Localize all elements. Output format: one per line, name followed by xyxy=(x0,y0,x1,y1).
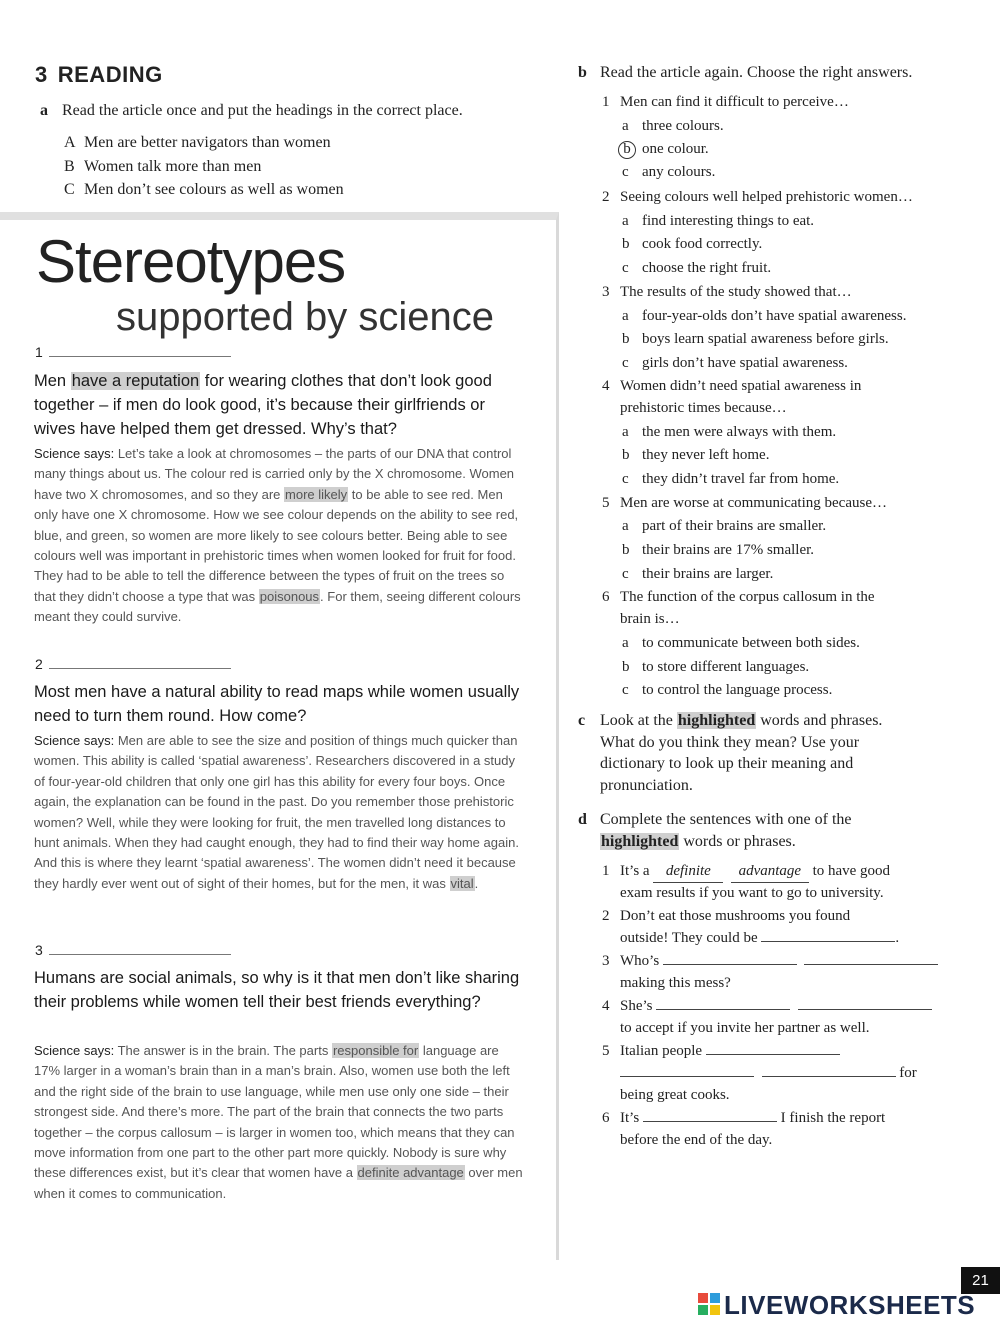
highlight-phrase: definite advantage xyxy=(357,1165,464,1181)
q4-option-b[interactable]: b they never left home. xyxy=(622,447,770,463)
q3-option-a[interactable]: a four-year-olds don’t have spatial awareness. xyxy=(622,308,907,324)
heading-blank-1[interactable]: 1 xyxy=(35,344,231,360)
article-question-1: Men have a reputation for wearing clothes that don’t look good together – if men do look good, it’s because their girlfriends or wives have helped them get dressed. Why’s that? xyxy=(34,372,492,438)
q5-option-c[interactable]: c their brains are larger. xyxy=(622,566,774,582)
answer-blank[interactable] xyxy=(663,950,797,965)
task-d-instruction: d Complete the sentences with one of the highlighted words or phrases. xyxy=(578,811,852,850)
blank-line[interactable] xyxy=(49,656,231,669)
article-answer-1: Science says: Let’s take a look at chromosomes – the parts of our DNA that control many things about us. The colour red is carried only by the X chromosome. Women have two X chromosomes, and so they are more likely to be able to see red. Men only have one X chromosome. How we see colour depends on the ability to see red, blue, and green, so women are more likely to see colours better. Being able to see colours well was important in prehistoric times when women looked for fruit for food. They had to be able to tell the difference between the types of fruit on the trees so that they didn’t choose a type that was poisonous. For them, seeing different colours meant they could survive. xyxy=(34,446,521,625)
q1-option-a[interactable]: a three colours. xyxy=(622,118,724,134)
highlight-phrase: have a reputation xyxy=(71,372,200,390)
sentence-5-continued: for xyxy=(620,1062,970,1084)
answer-blank[interactable] xyxy=(620,1062,754,1077)
sentence-4-continued: to accept if you invite her partner as well. xyxy=(620,1020,870,1036)
heading-option-b: B Women talk more than men xyxy=(64,158,262,175)
answer-blank[interactable]: advantage xyxy=(731,860,809,883)
task-c-instruction: c Look at the highlighted words and phrases. What do you think they mean? Use your dictionary to look up their meaning and pronunciation. xyxy=(578,712,883,794)
sentence-3: 3 Who’s xyxy=(602,950,952,972)
answer-blank[interactable] xyxy=(706,1040,840,1055)
q5-option-a[interactable]: a part of their brains are smaller. xyxy=(622,518,827,534)
q1-option-b[interactable]: b one colour. xyxy=(622,138,709,160)
sentence-6-continued: before the end of the day. xyxy=(620,1132,773,1148)
sentence-6: 6 It’s I finish the report xyxy=(602,1107,952,1129)
sentence-1-continued: exam results if you want to go to university. xyxy=(620,885,884,901)
article-answer-3: Science says: The answer is in the brain. The parts responsible for language are 17% larger in a woman’s brain than in a man’s brain. Also, women use both the left and the right side of the brain to use language, while men use only one side – their strongest side. And there’s more. The part of the brain that connects the two parts together – the corpus callosum – is larger in women too, which means that they can move information from one part to the other part more quickly. Nobody is sure why these differences exist, but it’s clear that women have a definite advantage over men when it comes to communication. xyxy=(34,1043,523,1201)
q4-option-a[interactable]: a the men were always with them. xyxy=(622,424,837,440)
q6-option-b[interactable]: b to store different languages. xyxy=(622,659,810,675)
answer-blank[interactable]: definite xyxy=(653,860,723,883)
article-title: Stereotypes xyxy=(36,228,346,295)
heading-blank-3[interactable]: 3 xyxy=(35,942,231,958)
question-6: 6 The function of the corpus callosum in the xyxy=(602,589,875,605)
highlight-phrase: more likely xyxy=(285,486,348,502)
answer-blank[interactable] xyxy=(656,995,790,1010)
heading-option-a: A Men are better navigators than women xyxy=(64,134,331,151)
q6-option-a[interactable]: a to communicate between both sides. xyxy=(622,635,860,651)
question-3: 3 The results of the study showed that… xyxy=(602,284,852,300)
article-question-3: Humans are social animals, so why is it that men don’t like sharing their problems while women tell their best friends everything? xyxy=(34,969,520,1011)
heading-option-c: C Men don’t see colours as well as women xyxy=(64,181,344,198)
heading-blank-2[interactable]: 2 xyxy=(35,656,231,672)
answer-blank[interactable] xyxy=(804,950,938,965)
article-answer-2: Science says: Men are able to see the size and position of things much quicker than women. This ability is called ‘spatial awareness’. Researchers discovered in a study of four-year-old children that only one girl has this ability for every four boys. Once again, the explanation can be found in the past. Do you remember those prehistoric women? Well, while they were looking for fruit, the men travelled long distances to hunt animals. When they had caught enough, they had to find their way home again. And this is where they learnt ‘spatial awareness’. The women didn’t need it because they hardly ever went out of sight of their homes, but for the men, it was vital. xyxy=(34,733,519,891)
q3-option-b[interactable]: b boys learn spatial awareness before girls. xyxy=(622,331,889,347)
highlight-word: highlighted xyxy=(601,832,679,850)
task-b-instruction: b Read the article again. Choose the right answers. xyxy=(578,64,913,81)
answer-blank[interactable] xyxy=(762,1062,896,1077)
sentence-4: 4 She’s xyxy=(602,995,952,1017)
selected-answer-circle: b xyxy=(618,141,636,159)
highlight-word: highlighted xyxy=(677,712,756,729)
answer-blank[interactable] xyxy=(798,995,932,1010)
q2-option-a[interactable]: a find interesting things to eat. xyxy=(622,213,815,229)
answer-blank[interactable] xyxy=(643,1107,777,1122)
q3-option-c[interactable]: c girls don’t have spatial awareness. xyxy=(622,355,848,371)
sentence-3-continued: making this mess? xyxy=(620,975,731,991)
blank-line[interactable] xyxy=(49,942,231,955)
article-question-2: Most men have a natural ability to read maps while women usually need to turn them round. How come? xyxy=(34,683,520,725)
task-a-instruction: a Read the article once and put the headings in the correct place. xyxy=(40,102,463,119)
sentence-2-continued: outside! They could be . xyxy=(620,927,970,949)
q2-option-c[interactable]: c choose the right fruit. xyxy=(622,260,772,276)
answer-blank[interactable] xyxy=(761,927,895,942)
question-5: 5 Men are worse at communicating because… xyxy=(602,495,887,511)
q4-option-c[interactable]: c they didn’t travel far from home. xyxy=(622,471,840,487)
liveworksheets-logo-icon xyxy=(698,1293,720,1315)
highlight-phrase: responsible for xyxy=(332,1043,419,1058)
highlight-phrase: poisonous xyxy=(259,588,320,604)
q5-option-b[interactable]: b their brains are 17% smaller. xyxy=(622,542,815,558)
article-subtitle: supported by science xyxy=(116,295,495,339)
highlight-phrase: vital xyxy=(450,875,474,891)
blank-line[interactable] xyxy=(49,344,231,357)
liveworksheets-brand: LIVEWORKSHEETS xyxy=(724,1290,976,1320)
page-number: 21 xyxy=(961,1267,1000,1294)
q6-option-c[interactable]: c to control the language process. xyxy=(622,682,833,698)
question-4-continued: prehistoric times because… xyxy=(620,400,787,416)
sentence-2: 2 Don’t eat those mushrooms you found xyxy=(602,908,851,924)
question-2: 2 Seeing colours well helped prehistoric women… xyxy=(602,189,913,205)
sentence-5-end: being great cooks. xyxy=(620,1087,730,1103)
q1-option-c[interactable]: c any colours. xyxy=(622,164,716,180)
question-4: 4 Women didn’t need spatial awareness in xyxy=(602,378,862,394)
question-1: 1 Men can find it difficult to perceive… xyxy=(602,94,849,110)
sentence-1: 1 It’s a definite advantage to have good xyxy=(602,860,952,883)
q2-option-b[interactable]: b cook food correctly. xyxy=(622,236,763,252)
sentence-5: 5 Italian people xyxy=(602,1040,952,1062)
section-title: 3 READING xyxy=(35,62,163,87)
question-6-continued: brain is… xyxy=(620,611,680,627)
